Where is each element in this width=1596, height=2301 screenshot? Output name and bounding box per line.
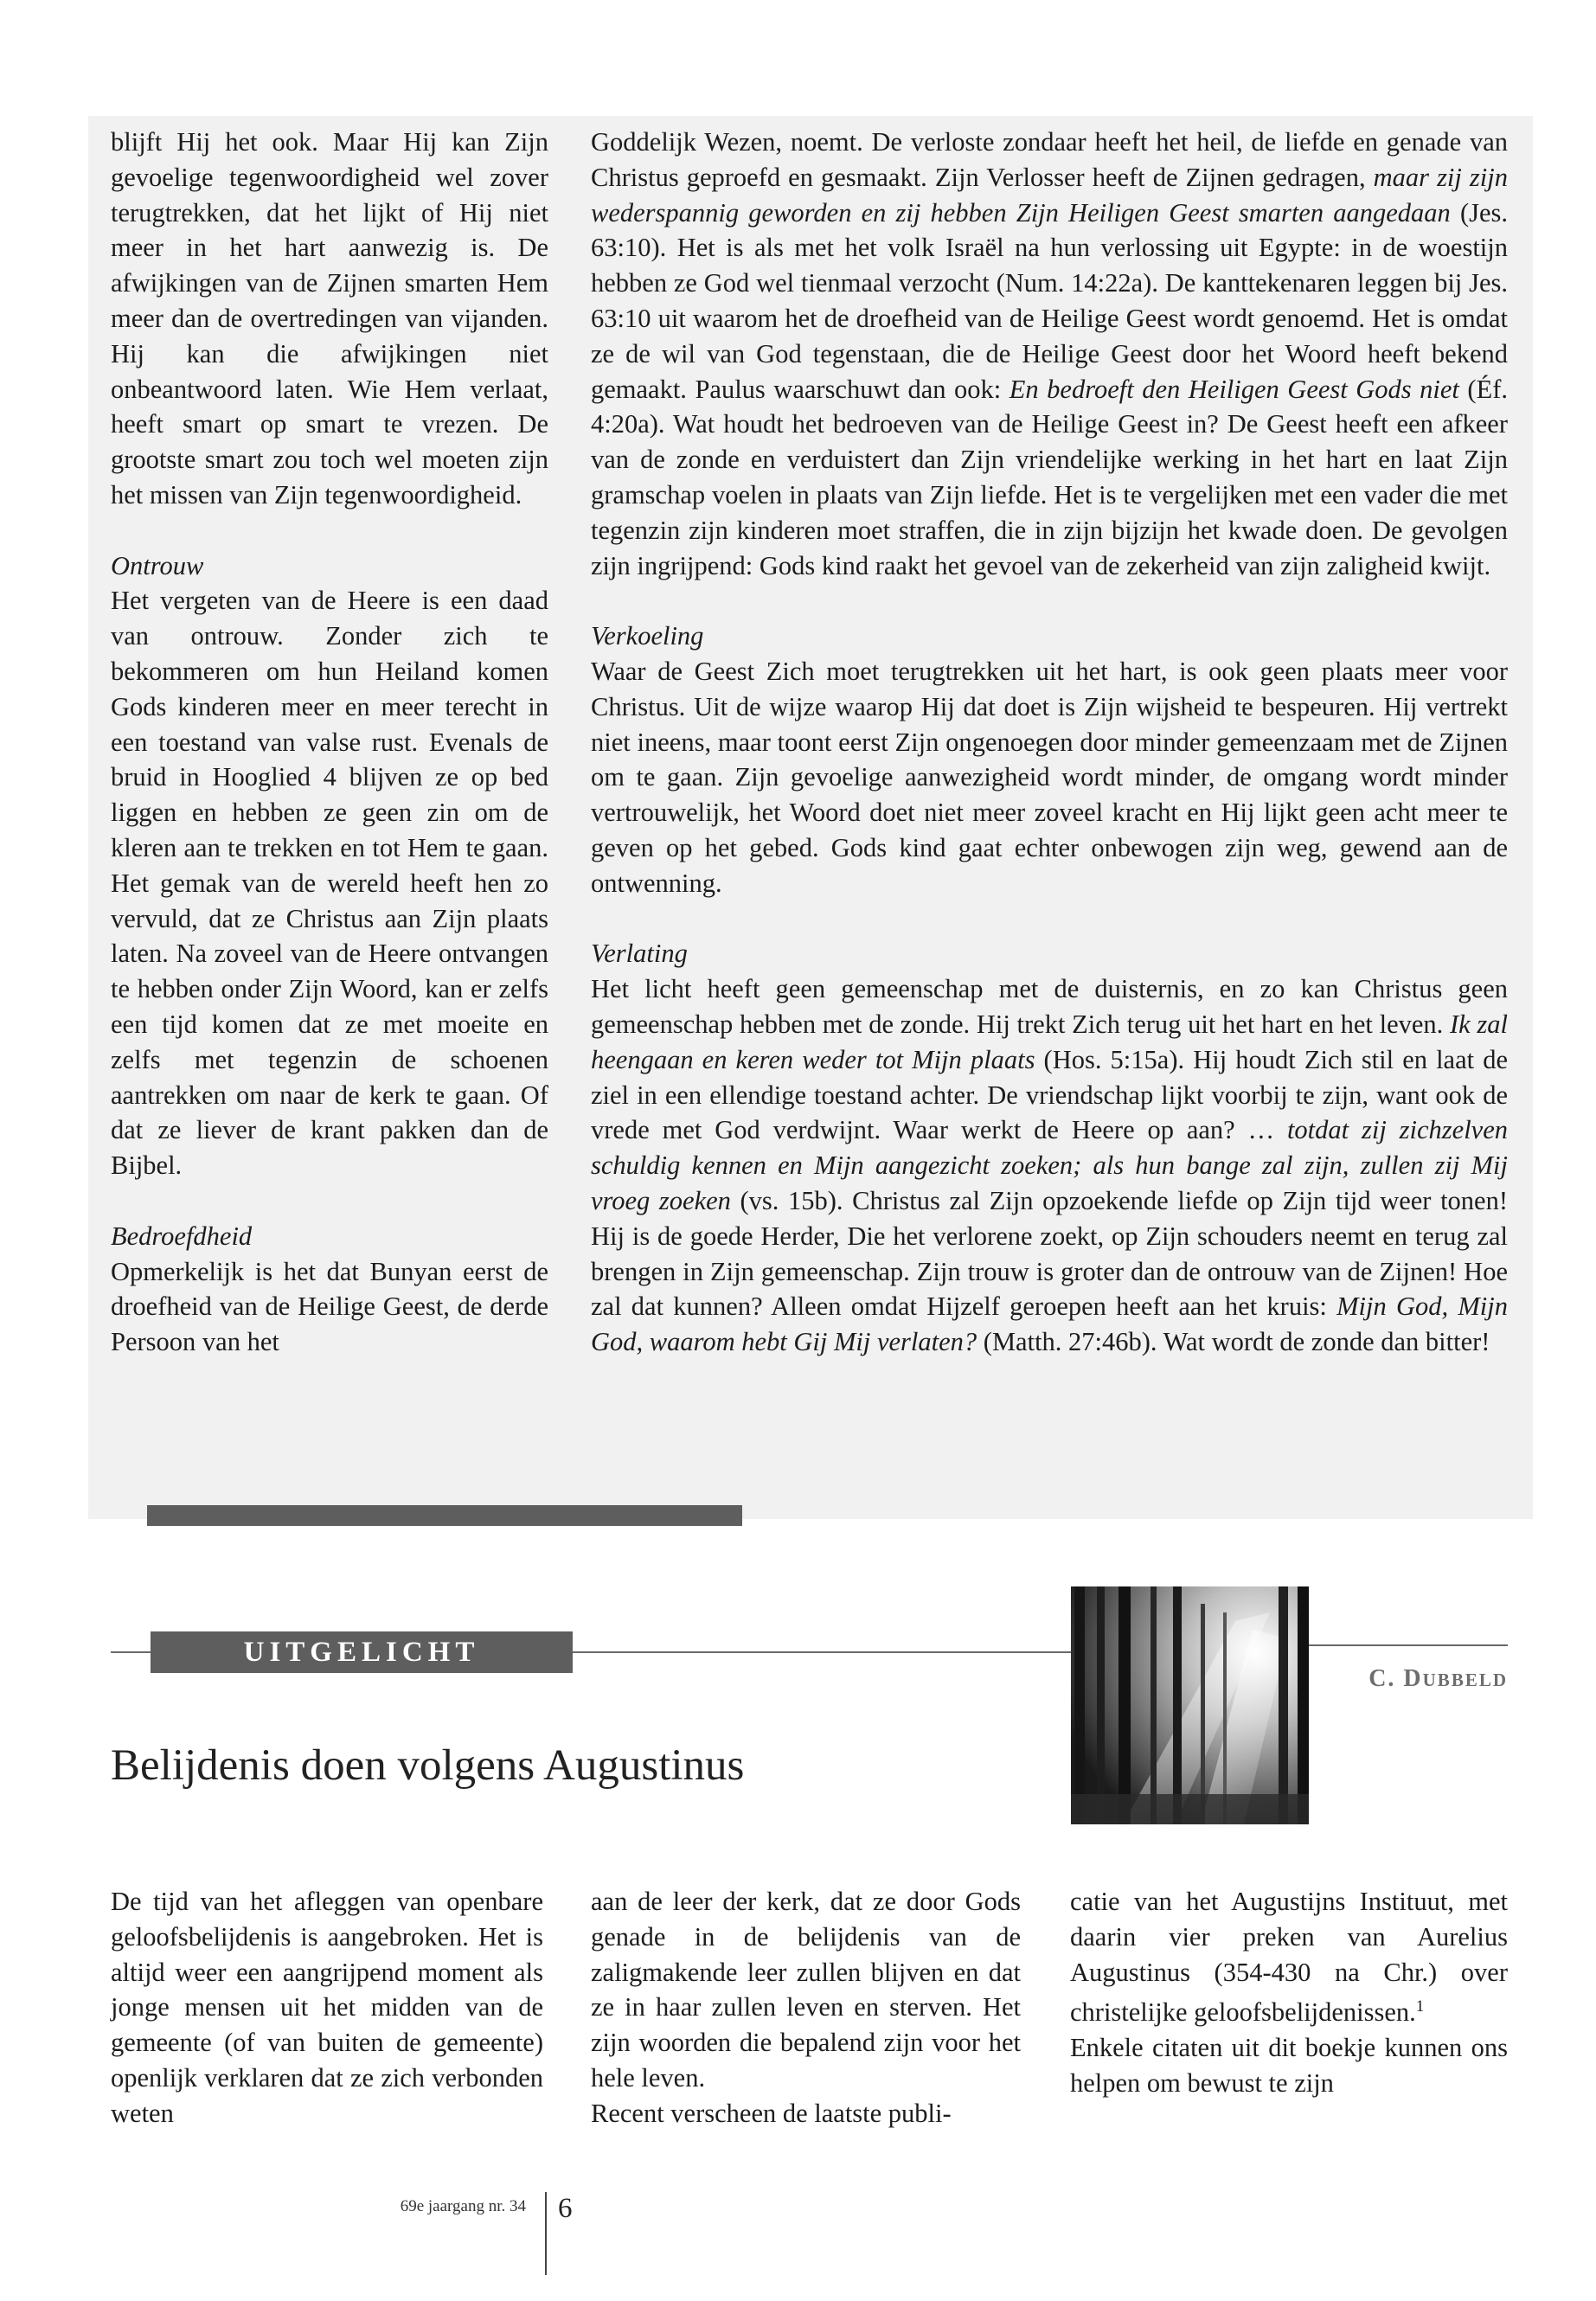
subheading-ontrouw: Ontrouw <box>111 550 204 580</box>
section-rule-left <box>111 1651 151 1653</box>
page-number: 6 <box>558 2193 573 2224</box>
footnote-marker: 1 <box>1415 1997 1425 2016</box>
forest-image <box>1071 1586 1309 1824</box>
bottom-column-1 <box>111 1884 543 2131</box>
article-column-left <box>111 125 548 1360</box>
paragraph: blijft Hij het ook. Maar Hij kan Zijn gevoelige tegenwoordigheid wel zover terugtrekken, dat het lijkt of Hij niet meer in het hart aanwezig is. De afwijkingen van de Zijnen smarten Hem meer dan de overtredingen van vijanden. Hij kan die afwijkingen niet onbeantwoord laten. Wie Hem verlaat, heeft smart op smart te vrezen. De grootste smart zou toch wel moeten zijn het missen van Zijn tegenwoordigheid. <box>111 127 548 510</box>
paragraph: catie van het Augustijns Instituut, met daarin vier preken van Aurelius Augustinus (354-430 na Chr.) over christelijke geloofsbelijdenissen.$^1$ <box>1070 1887 1508 2028</box>
bottom-column-2 <box>591 1884 1021 2131</box>
paragraph: aan de leer der kerk, dat ze door Gods genade in de belijdenis van de zaligmakende leer zullen blijven en dat ze in haar zullen leven en sterven. Het zijn woorden die bepalend zijn voor het hele leven. <box>591 1887 1021 2093</box>
subheading-verlating: Verlating <box>591 939 688 969</box>
subheading-bedroefdheid: Bedroefdheid <box>111 1221 253 1251</box>
subheading-verkoeling: Verkoeling <box>591 621 704 651</box>
section-label: UITGELICHT <box>151 1631 573 1673</box>
paragraph: Opmerkelijk is het dat Bunyan eerst de droefheid van de Heilige Geest, de derde Persoon van het <box>111 1256 548 1357</box>
bottom-column-3 <box>1070 1884 1508 2101</box>
paragraph: Het vergeten van de Heere is een daad van ontrouw. Zonder zich te bekommeren om hun Heiland komen Gods kinderen meer en meer terecht in een toestand van valse rust. Evenals de bruid in Hooglied 4 blijven ze op bed liggen en hebben ze geen zin om de kleren aan te trekken en tot Hem te gaan. Het gemak van de wereld heeft hen zo vervuld, dat ze Christus aan Zijn plaats laten. Na zoveel van de Heere ontvangen te hebben onder Zijn Woord, kan er zelfs een tijd komen dat ze met moeite en zelfs met tegenzin de schoenen aantrekken om naar de kerk te gaan. Of dat ze liever de krant pakken dan de Bijbel. <box>111 586 548 1181</box>
issue-info: 69e jaargang nr. 34 <box>400 2197 526 2215</box>
section-rule-right <box>1309 1644 1508 1646</box>
decorative-bar <box>147 1505 742 1526</box>
section-rule-middle <box>573 1651 1071 1653</box>
paragraph: Waar de Geest Zich moet terugtrekken uit het hart, is ook geen plaats meer voor Christus. Uit de wijze waarop Hij dat doet is Zijn wijsheid te bespeuren. Hij vertrekt niet ineens, maar toont eerst Zijn ongenoegen door minder gemeenzaam met de Zijnen om te gaan. Zijn gevoelige aanwezigheid wordt minder, de omgang wordt minder vertrouwelijk, het Woord doet niet meer zoveel kracht en Hij lijkt geen acht meer te geven op het gebed. Gods kind gaat echter onbewogen zijn weg, gewend aan de ontwenning. <box>591 656 1508 898</box>
article-column-right <box>591 125 1508 1360</box>
paragraph: Enkele citaten uit dit boekje kunnen ons helpen om bewust te zijn <box>1070 2033 1508 2099</box>
forest-photo <box>1071 1586 1309 1824</box>
footer-divider <box>545 2192 547 2275</box>
article-title: Belijdenis doen volgens Augustinus <box>111 1741 745 1790</box>
paragraph: Het licht heeft geen gemeenschap met de duisternis, en zo kan Christus geen gemeenschap hebben met de zonde. Hij trekt Zich terug uit het hart en het leven. Ik zal heengaan en keren weder tot Mijn plaats (Hos. 5:15a). Hij houdt Zich stil en laat de ziel in een ellendige toestand achter. De vriendschap lijkt voorbij te zijn, want ook de vrede met God verdwijnt. Waar werkt de Heere op aan? … totdat zij zichzelven schuldig kennen en Mijn aangezicht zoeken; als hun bange zal zijn, zullen zij Mij vroeg zoeken (vs. 15b). Christus zal Zijn opzoekende liefde op Zijn tijd weer tonen! Hij is de goede Herder, Die het verlorene zoekt, op Zijn schouders neemt en terug zal brengen in Zijn gemeenschap. Zijn trouw is groter dan de ontrouw van de Zijnen! Hoe zal dat kunnen? Alleen omdat Hijzelf geroepen heeft aan het kruis: Mijn God, Mijn God, waarom hebt Gij Mij verlaten? (Matth. 27:46b). Wat wordt de zonde dan bitter! <box>591 974 1508 1357</box>
paragraph: De tijd van het afleggen van openbare geloofsbelijdenis is aangebroken. Het is altijd weer een aangrijpend moment als jonge mensen uit het midden van de gemeente (of van buiten de gemeente) openlijk verklaren dat ze zich verbonden weten <box>111 1887 543 2128</box>
paragraph: Recent verscheen de laatste publi- <box>591 2098 952 2128</box>
paragraph: Goddelijk Wezen, noemt. De verloste zondaar heeft het heil, de liefde en genade van Christus geproefd en gesmaakt. Zijn Verlosser heeft de Zijnen gedragen, maar zij zijn wederspannig geworden en zij hebben Zijn Heiligen Geest smarten aangedaan (Jes. 63:10). Het is als met het volk Israël na hun verlossing uit Egypte: in de woestijn hebben ze God wel tienmaal verzocht (Num. 14:22a). De kanttekenaren leggen bij Jes. 63:10 uit waarom het de droefheid van de Heilige Geest wordt genoemd. Het is omdat ze de wil van God tegenstaan, die de Heilige Geest door het Woord heeft bekend gemaakt. Paulus waarschuwt dan ook: En bedroeft den Heiligen Geest Gods niet (Éf. 4:20a). Wat houdt het bedroeven van de Heilige Geest in? De Geest heeft een afkeer van de zonde en verduistert dan Zijn vriendelijke werking in het hart en laat Zijn gramschap voelen in plaats van Zijn liefde. Het is te vergelijken met een vader die met tegenzin zijn kinderen moet straffen, die in zijn bijzijn het kwade doen. De gevolgen zijn ingrijpend: Gods kind raakt het gevoel van de zekerheid van zijn zaligheid kwijt. <box>591 127 1509 580</box>
author-byline: C. DUBBELD <box>1368 1665 1508 1692</box>
